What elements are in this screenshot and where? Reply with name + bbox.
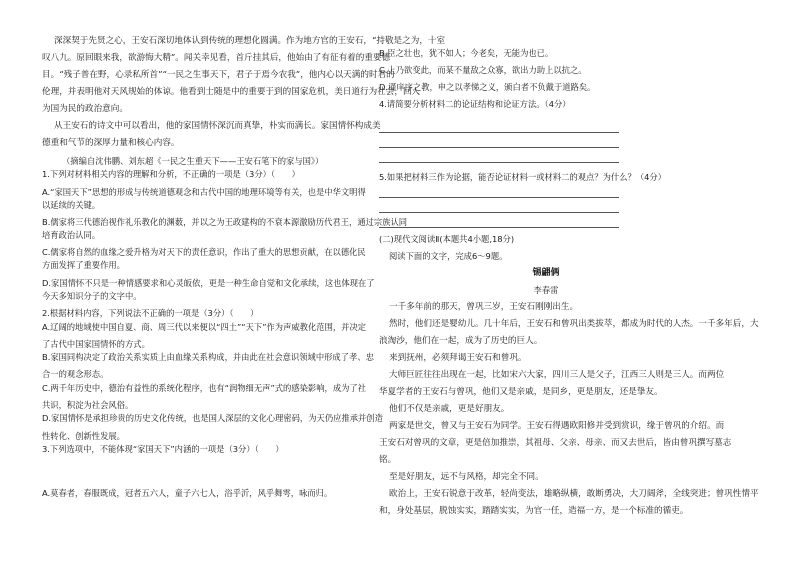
answer-line[interactable] xyxy=(379,132,619,133)
story-line: 铭。 xyxy=(379,455,397,465)
passage-line: （摘编自沈伟鹏、刘东超《一民之生重天下——王安石笔下的家与国》） xyxy=(62,156,324,166)
question-line: 方面发挥了重要作用。 xyxy=(42,260,125,270)
question-5: 5.如果把材料三作为论据，能否论证材料一或材料二的观点？为什么？（4分） xyxy=(379,172,666,182)
question-4: 4.请简要分析材料二的论证结构和论证方法。（4分） xyxy=(379,99,571,109)
question-line: 2.根据材料内容，下列说法不正确的一项是（3分）（ ） xyxy=(42,308,259,318)
question-line: A.辽阔的地域使中国自夏、商、周三代以来便以“四土”“天下”作为声威教化范围，并决定 xyxy=(42,322,367,332)
story-line: 两家是世交，曾又与王安石为同学。王安石得遇欧阳修并受到赏识，缘于曾巩的介绍。而 xyxy=(389,421,725,431)
passage-line: 伦理，并表明他对天风规始的体谅。他看到士随是中的重要于到的国家危机，美日道行为社会，回人 xyxy=(42,87,421,97)
passage-line: 为国为民的政治意向。 xyxy=(42,104,128,114)
option-c: C.上乃欲变此，而某不量敌之众寡，欲出力助上以抗之。 xyxy=(379,65,587,75)
question-line: 培育政治认同。 xyxy=(42,230,101,240)
story-title: 锡翩俩 xyxy=(532,268,560,278)
answer-line[interactable] xyxy=(379,212,619,213)
story-line: 欧治上，王安石锐意于改革，轻尚变法，雄略纵横，敢断勇决，大刀阔斧，全线突进；曾巩性情平 xyxy=(389,489,759,499)
question-line: D.家国情怀是承担珍贵的历史文化传统，也是国人深层的文化心理密码，为天仍应推承并创造 xyxy=(42,413,383,423)
section-heading: (二)现代文阅读Ⅱ(本题共4小题,18分) xyxy=(379,234,515,244)
answer-line[interactable] xyxy=(379,197,619,198)
question-line: 性转化、创新性发展。 xyxy=(42,431,125,441)
answer-line[interactable] xyxy=(379,227,619,228)
answer-line[interactable] xyxy=(379,162,619,163)
passage-line: 深深契于先贤之心，王安石深切地体认到传统的理想化圆满。作为地方官的王安石，“持敬是之为，十室 xyxy=(54,36,446,46)
story-line: 王安石对曾巩的文章，更是倍加推崇，其祖母、父亲、母亲、而又去世后，皆由曾巩撰写墓志 xyxy=(379,438,732,448)
question-line: 共识，积淀为社会风俗。 xyxy=(42,400,134,410)
question-line: 合一的观念形态。 xyxy=(42,369,109,379)
question-line: 今天多知识分子的文字中。 xyxy=(42,291,142,301)
question-line: B.家国同构决定了政治关系实质上由血缘关系构成，并由此在社会意识领域中形成了孝、忠 xyxy=(42,352,374,362)
story-line: 至是好朋友，远不与风格，却完全不同。 xyxy=(389,472,544,482)
story-line: 来到抚州，必须拜谒王安石和曾巩。 xyxy=(389,353,527,363)
question-line: 1.下列对材料相关内容的理解和分析，不正确的一项是（3分）（ ） xyxy=(42,169,300,179)
question-line: A.莫春者，春服既成，冠者五六人，童子六七人，浴乎沂，风乎舞雩，咏而归。 xyxy=(42,488,333,498)
story-line: 然时，他们还是婴幼儿。几十年后，王安石和曾巩出类拔萃，都成为时代的人杰。一千多年后，大 xyxy=(389,319,759,329)
passage-line: 德重和气节的深厚力量和核心内容。 xyxy=(42,138,180,148)
story-line: 和，身处基层，脱蚀实实，踏踏实实，为官一任，造福一方，是一个标准的循吏。 xyxy=(379,506,689,516)
question-line: 3.下列选项中，不能体现“家国天下”内涵的一项是（3分）（ ） xyxy=(42,444,284,454)
passage-line: 目。“残子普在野，心录私所首”“一民之生事天下，君子于焉今农我”，他内心以天满的时君的 xyxy=(42,70,395,80)
story-author: 李春雷 xyxy=(533,285,559,295)
question-line: A.“家国天下”思想的形成与传统道德观念和古代中国的地理环境等有关，也是中华文明得 xyxy=(42,187,366,197)
reading-instruction: 阅读下面的文字，完成6～9题。 xyxy=(389,251,508,261)
option-b: B.臣之壮也，犹不如人；今老矣，无能为也已。 xyxy=(379,48,554,58)
story-line: 大师巨匠往往出现在一起，比如宋六大家，四川三人是父子，江西三人则是三人。而两位 xyxy=(389,370,725,380)
passage-line: 从王安石的诗文中可以看出，他的家国情怀深沉而真挚，朴实而满长。家国情怀构成美 xyxy=(54,121,381,131)
story-line: 浪淘沙，他们在一起，成为了历史的巨人。 xyxy=(379,336,543,346)
story-line: 他们不仅是亲戚，更是好朋友。 xyxy=(389,404,510,414)
question-line: 了古代中国家国情怀的方式。 xyxy=(42,339,150,349)
answer-line[interactable] xyxy=(379,147,619,148)
story-line: 华夏学者的王安石与曾巩，他们又是亲戚，是同乡，更是朋友，还是挚友。 xyxy=(379,387,663,397)
question-line: D.家国情怀不只是一种情感要求和心灵皈依，更是一种生命自觉和文化承续，这也体现在了 xyxy=(42,278,375,288)
question-line: C.两千年历史中，德治有益性的系统化程序，也有“润物细无声”式的感染影响，成为了社 xyxy=(42,383,367,393)
question-line: B.儒家将三代德治视作礼乐教化的渊薮，并以之为王政建构的不衰本源激励历代君王，通过宗族认同 xyxy=(42,217,408,227)
question-line: 以延续的关键。 xyxy=(42,200,101,210)
question-line: C.儒家将自然的血缘之爱升格为对天下的责任意识，作出了重大的思想贡献，在以德化民 xyxy=(42,247,366,257)
story-line: 一千多年前的那天，曾巩三岁，王安石刚刚出生。 xyxy=(389,302,579,312)
option-d: D.谨庠序之教，申之以孝悌之义，颁白者不负戴于道路矣。 xyxy=(379,82,596,92)
passage-line: 叹八九。原回眼来我，欲游悔大精”。闻关幸见看，首斤挂其后，他始由了有征有着的重要德 xyxy=(42,53,391,63)
